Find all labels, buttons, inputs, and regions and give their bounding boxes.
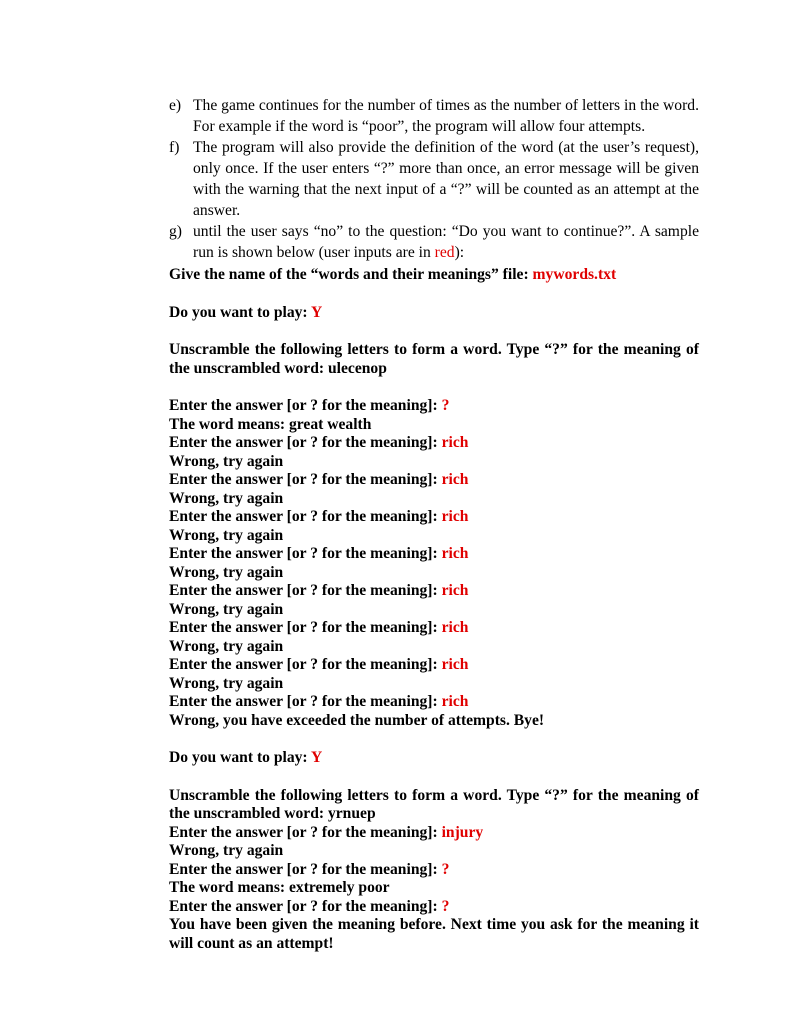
wrong-line: Wrong, try again bbox=[169, 637, 284, 655]
play-prompt-line: Do you want to play: Y bbox=[169, 303, 323, 321]
play-input: Y bbox=[310, 303, 323, 321]
user-input: ? bbox=[441, 860, 450, 878]
instruction-item-f bbox=[169, 137, 699, 221]
wrong-line: Wrong, try again bbox=[169, 452, 284, 470]
instruction-text: The game continues for the number of times as the number of letters in the word. For example if the word is “poor”, the program will allow four attempts. bbox=[193, 97, 699, 135]
unscramble-prompt-2: Unscramble the following letters to form a word. Type “?” for the meaning of the unscrambled word: yrnuep bbox=[169, 786, 699, 822]
instruction-text: until the user says “no” to the question: “Do you want to continue?”. A sample run is shown below (user inputs are in red): bbox=[193, 223, 699, 261]
user-input: rich bbox=[441, 693, 469, 710]
answer-line: Enter the answer [or ? for the meaning]: ? bbox=[169, 397, 450, 414]
user-input: rich bbox=[441, 471, 469, 488]
list-marker: f) bbox=[169, 139, 180, 156]
instruction-item-g bbox=[169, 221, 699, 263]
instruction-text: The program will also provide the definition of the word (at the user’s request), only once. If the user enters “?” more than once, an error message will be given with the warning that the next input of a “?” will be counted as an attempt at the answer. bbox=[193, 139, 699, 219]
spacer bbox=[169, 378, 699, 397]
meaning-line: The word means: great wealth bbox=[169, 415, 372, 433]
wrong-line: Wrong, try again bbox=[169, 600, 284, 618]
play-input: Y bbox=[310, 749, 323, 766]
answer-line: Enter the answer [or ? for the meaning]: rich bbox=[169, 582, 469, 599]
user-input: rich bbox=[441, 582, 469, 599]
answer-line: Enter the answer [or ? for the meaning]: ? bbox=[169, 897, 450, 915]
wrong-line: Wrong, try again bbox=[169, 563, 284, 581]
play-prompt-line: Do you want to play: Y bbox=[169, 749, 323, 766]
spacer bbox=[169, 730, 699, 749]
answer-line: Enter the answer [or ? for the meaning]: rich bbox=[169, 545, 469, 562]
answer-line: Enter the answer [or ? for the meaning]: rich bbox=[169, 619, 469, 636]
user-input: rich bbox=[441, 434, 469, 451]
answer-line: Enter the answer [or ? for the meaning]: rich bbox=[169, 471, 469, 488]
red-word: red bbox=[434, 244, 455, 261]
user-input: rich bbox=[441, 508, 469, 525]
answer-line: Enter the answer [or ? for the meaning]: rich bbox=[169, 434, 469, 451]
list-marker: g) bbox=[169, 223, 182, 240]
answer-line: Enter the answer [or ? for the meaning]: rich bbox=[169, 508, 469, 525]
unscramble-prompt-1: Unscramble the following letters to form a word. Type “?” for the meaning of the unscrambled word: ulecenop bbox=[169, 341, 699, 377]
answer-line: Enter the answer [or ? for the meaning]: rich bbox=[169, 656, 469, 673]
user-input: ? bbox=[441, 397, 450, 414]
answer-line: Enter the answer [or ? for the meaning]: injury bbox=[169, 823, 484, 841]
wrong-line: Wrong, try again bbox=[169, 674, 284, 692]
user-input: ? bbox=[441, 897, 450, 915]
file-input: mywords.txt bbox=[532, 266, 617, 283]
list-marker: e) bbox=[169, 97, 182, 114]
exceeded-line: Wrong, you have exceeded the number of attempts. Bye! bbox=[169, 711, 545, 729]
meaning-line: The word means: extremely poor bbox=[169, 879, 390, 896]
instruction-item-e bbox=[169, 95, 699, 137]
repeat-warning: You have been given the meaning before. Next time you ask for the meaning it will count as an attempt! bbox=[169, 916, 699, 952]
file-prompt-line: Give the name of the “words and their meanings” file: mywords.txt bbox=[169, 266, 617, 283]
user-input: rich bbox=[441, 656, 469, 673]
spacer bbox=[169, 768, 699, 787]
wrong-line: Wrong, try again bbox=[169, 489, 284, 507]
answer-line: Enter the answer [or ? for the meaning]: rich bbox=[169, 693, 469, 710]
user-input: injury bbox=[441, 823, 484, 841]
document-page bbox=[169, 95, 699, 953]
answer-line: Enter the answer [or ? for the meaning]: ? bbox=[169, 860, 450, 878]
user-input: rich bbox=[441, 619, 469, 636]
spacer bbox=[169, 322, 699, 341]
spacer bbox=[169, 285, 699, 304]
wrong-line: Wrong, try again bbox=[169, 842, 284, 859]
user-input: rich bbox=[441, 545, 469, 562]
wrong-line: Wrong, try again bbox=[169, 526, 284, 544]
